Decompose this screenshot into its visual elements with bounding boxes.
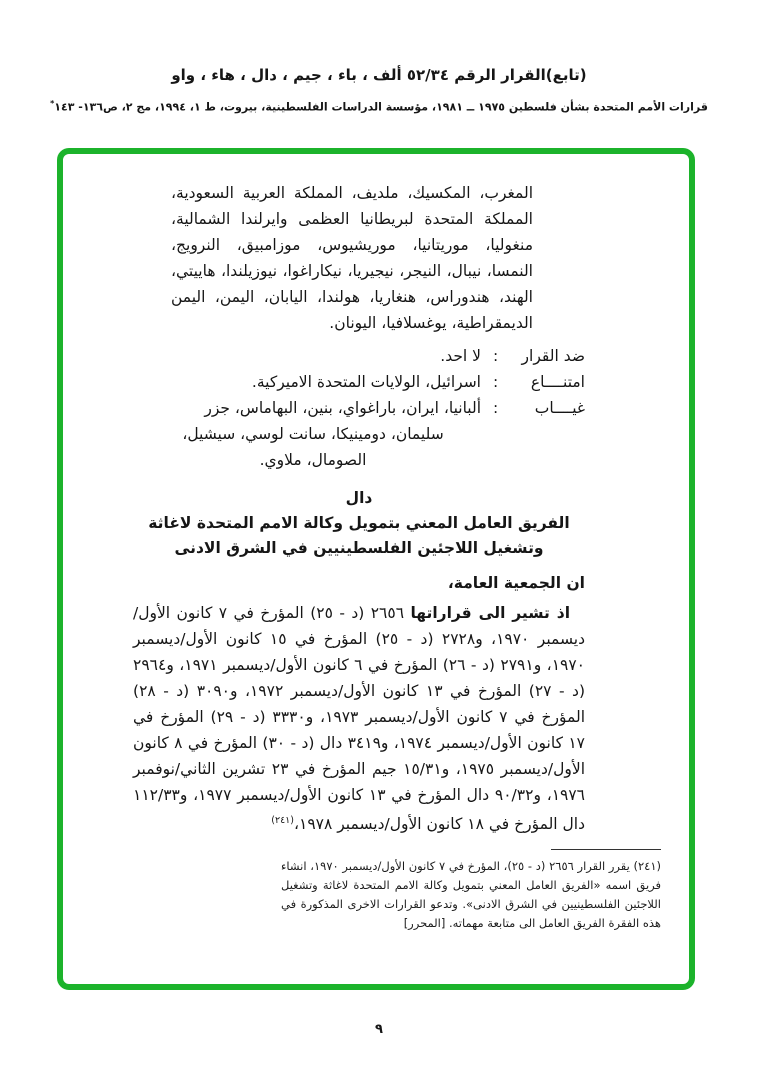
footnote-reference-241: (٢٤١) [271,815,294,826]
section-letter-heading: دال [345,489,373,507]
paragraph-body-text: ٢٦٥٦ (د - ٢٥) المؤرخ في ٧ كانون الأول/ديسمبر ١٩٧٠، و٢٧٢٨ (د - ٢٥) المؤرخ في ١٥ كانون الأول/ديسمبر ١٩٧٠، و٢٧٩١ (د - ٢٦) المؤرخ في ٦ كانون الأول/ديسمبر ١٩٧١، و٢٩٦٤ (د - ٢٧) المؤرخ في ١٣ كانون الأول/ديسمبر ١٩٧٢، و٣٠٩٠ (د - ٢٨) المؤرخ في ٧ كانون الأول/ديسمبر ١٩٧٣، و٣٣٣٠ (د - ٢٩) المؤرخ في ١٧ كانون الأول/ديسمبر ١٩٧٤، و٣٤١٩ دال (د - ٣٠) المؤرخ في ٨ كانون الأول/ديسمبر ١٩٧٥، و١٥/٣١ جيم المؤرخ في ٢٣ تشرين الثاني/نوفمبر ١٩٧٦، و٩٠/٣٢ دال المؤرخ في ١٣ كانون الأول/ديسمبر ١٩٧٧، و١١٢/٣٣ دال المؤرخ في ١٨ كانون الأول/ديسمبر ١٩٧٨، [133,604,586,834]
vote-label-text: غيــــاب [534,399,585,417]
vote-label-absent [493,395,585,421]
page-number: ٩ [375,1022,383,1037]
highlight-box [57,148,695,990]
vote-absent-continuation-line: الصومال، ملاوي. [259,451,367,469]
vote-value-absent: ألبانيا، ايران، باراغواي، بنين، البهاماس، جزر [204,399,481,417]
vote-value-against: لا احد. [440,347,481,365]
vote-value-abstain: اسرائيل، الولايات المتحدة الاميركية. [251,373,481,391]
vote-row-against [133,343,585,369]
source-citation: قرارات الأمم المتحدة بشأن فلسطين ١٩٧٥ ــ ١٩٨١، مؤسسة الدراسات الفلسطينية، بيروت، ط ١، ١٩٩٤، مج ٢، ص١٣٦- ١٤٣ [54,100,708,114]
colon-separator: : [493,347,499,365]
footnote-separator-rule [551,849,661,850]
colon-separator: : [493,399,499,417]
vote-row-absent [133,395,585,421]
vote-results-list [133,343,585,473]
document-header-title: (تابع)القرار الرقم ٥٢/٣٤ ألف ، باء ، جيم ، دال ، هاء ، واو [171,66,587,84]
vote-absent-continuation-line: سليمان، دومينيكا، سانت لوسي، سيشيل، [182,425,444,443]
document-header-source [0,99,758,114]
paragraph-lead-in: اذ تشير الى قراراتها [410,604,571,622]
vote-row-abstain [133,369,585,395]
vote-label-text: ضد القرار [521,347,585,365]
footnote-text: (٢٤١) يقرر القرار ٢٦٥٦ (د - ٢٥)، المؤرخ في ٧ كانون الأول/ديسمبر ١٩٧٠، انشاء فريق اسمه «الفريق العامل المعني بتمويل وكالة الامم المتحدة لاغاثة وتشغيل اللاجئين الفلسطينيين في الشرق الادنى». وتدعو القرارات الاخرى المذكورة في هذه الفقرة الفريق العامل الى متابعة مهماته. [المحرر] [281,859,661,931]
vote-label-text: امتنــــاع [530,373,585,391]
section-title-line1: الفريق العامل المعني بتمويل وكالة الامم المتحدة لاغاثة [148,514,570,532]
resolution-text-block [63,154,689,984]
vote-label-abstain [493,369,585,395]
countries-in-favour-paragraph: المغرب، المكسيك، ملديف، المملكة العربية السعودية، المملكة المتحدة لبريطانيا العظمى وايرلندا الشمالية، منغوليا، موريتانيا، موريشيوس، موزامبيق، النرويج، النمسا، نيبال، النيجر، نيجيريا، نيكاراغوا، نيوزيلندا، هاييتي، الهند، هندوراس، هنغاريا، هولندا، اليابان، اليمن، اليمن الديمقراطية، يوغسلافيا، اليونان. [171,184,533,332]
section-title-line2: وتشغيل اللاجئين الفلسطينيين في الشرق الادنى [174,539,544,557]
citation-superscript-mark: * [50,99,55,108]
preamble-intro: ان الجمعية العامة، [447,574,585,592]
colon-separator: : [493,373,499,391]
vote-label-against [493,343,585,369]
footnote-block [281,849,661,933]
recalling-paragraph [133,600,585,837]
